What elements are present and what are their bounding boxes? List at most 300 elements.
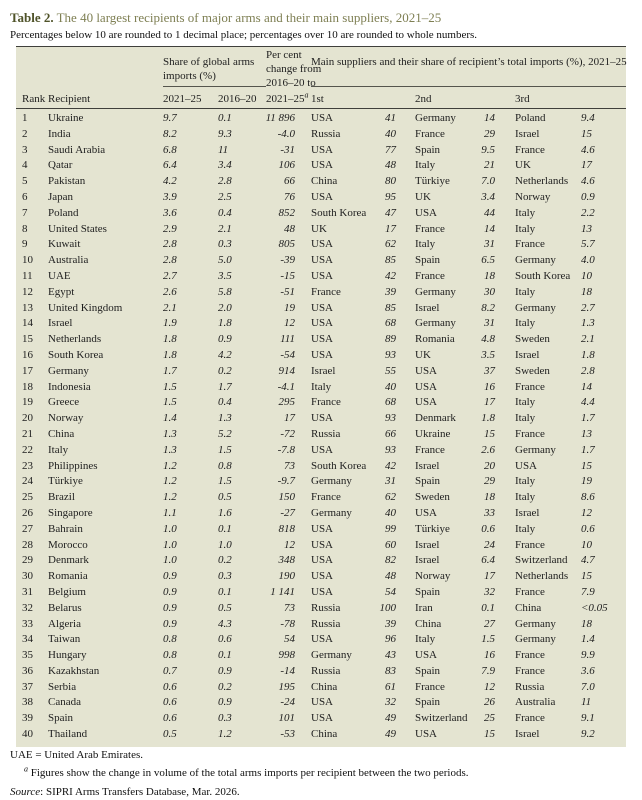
supplier-1st-cell: France bbox=[311, 285, 341, 298]
share-2016-20-cell: 0.5 bbox=[218, 601, 232, 614]
rank-cell: 22 bbox=[22, 443, 33, 456]
recipient-cell: Poland bbox=[48, 206, 79, 219]
rank-cell: 25 bbox=[22, 491, 33, 504]
share-2016-20-cell: 1.0 bbox=[218, 538, 232, 551]
rank-cell: 40 bbox=[22, 728, 33, 741]
supplier-1st-share-cell: 62 bbox=[385, 491, 396, 504]
recipient-cell: Algeria bbox=[48, 617, 81, 630]
share-2021-25-cell: 0.6 bbox=[163, 696, 177, 709]
header-supplier-3rd: 3rd bbox=[515, 93, 530, 105]
supplier-2nd-share-cell: 30 bbox=[484, 285, 495, 298]
supplier-1st-share-cell: 95 bbox=[385, 190, 396, 203]
share-2016-20-cell: 0.1 bbox=[218, 649, 232, 662]
supplier-3rd-cell: Germany bbox=[515, 633, 556, 646]
supplier-1st-share-cell: 62 bbox=[385, 238, 396, 251]
table-row bbox=[16, 190, 626, 206]
supplier-1st-share-cell: 77 bbox=[385, 143, 396, 156]
share-2021-25-cell: 3.9 bbox=[163, 190, 177, 203]
table-row bbox=[16, 364, 626, 380]
supplier-1st-cell: France bbox=[311, 396, 341, 409]
table-footnote: $^a$ Figures show the change in volume of the total arms imports per recipient between the two periods. bbox=[24, 764, 469, 779]
share-2021-25-cell: 1.8 bbox=[163, 348, 177, 361]
table-row bbox=[16, 585, 626, 601]
supplier-1st-share-cell: 43 bbox=[385, 649, 396, 662]
percent-change-cell: 19 bbox=[284, 301, 295, 314]
share-2016-20-cell: 11 bbox=[218, 143, 229, 156]
rank-cell: 15 bbox=[22, 333, 33, 346]
share-2021-25-cell: 2.9 bbox=[163, 222, 177, 235]
table-row bbox=[16, 538, 626, 554]
percent-change-cell: 73 bbox=[284, 459, 295, 472]
share-2021-25-cell: 1.3 bbox=[163, 443, 177, 456]
supplier-2nd-cell: Denmark bbox=[415, 412, 456, 425]
supplier-1st-cell: USA bbox=[311, 301, 334, 314]
percent-change-cell: -9.7 bbox=[277, 475, 295, 488]
header-rank: Rank bbox=[22, 93, 46, 105]
supplier-3rd-cell: Netherlands bbox=[515, 175, 569, 188]
percent-change-cell: -15 bbox=[280, 269, 295, 282]
rank-cell: 20 bbox=[22, 412, 33, 425]
table-title-label: Table 2. bbox=[10, 10, 54, 25]
supplier-3rd-share-cell: 15 bbox=[581, 127, 592, 140]
percent-change-cell: 101 bbox=[278, 712, 295, 725]
supplier-1st-share-cell: 55 bbox=[385, 364, 396, 377]
recipient-cell: Spain bbox=[48, 712, 74, 725]
share-2021-25-cell: 1.4 bbox=[163, 412, 177, 425]
supplier-2nd-cell: Türkiye bbox=[415, 522, 450, 535]
supplier-2nd-share-cell: 8.2 bbox=[481, 301, 495, 314]
table-row bbox=[16, 427, 626, 443]
recipient-cell: Brazil bbox=[48, 491, 75, 504]
supplier-3rd-cell: Israel bbox=[515, 348, 540, 361]
supplier-1st-share-cell: 48 bbox=[385, 570, 396, 583]
share-2021-25-cell: 0.9 bbox=[163, 601, 177, 614]
supplier-3rd-share-cell: 10 bbox=[581, 538, 592, 551]
supplier-2nd-share-cell: 9.5 bbox=[481, 143, 495, 156]
rank-cell: 38 bbox=[22, 696, 33, 709]
data-table bbox=[16, 46, 626, 747]
supplier-1st-share-cell: 80 bbox=[385, 175, 396, 188]
supplier-1st-cell: Germany bbox=[311, 506, 352, 519]
share-2016-20-cell: 2.1 bbox=[218, 222, 232, 235]
percent-change-cell: 66 bbox=[284, 175, 295, 188]
table-row bbox=[16, 332, 626, 348]
percent-change-cell: 852 bbox=[278, 206, 295, 219]
table-row bbox=[16, 253, 626, 269]
share-2016-20-cell: 0.8 bbox=[218, 459, 232, 472]
supplier-2nd-share-cell: 6.5 bbox=[481, 254, 495, 267]
supplier-3rd-share-cell: 9.4 bbox=[581, 112, 595, 124]
share-2016-20-cell: 1.5 bbox=[218, 443, 232, 456]
supplier-1st-cell: Israel bbox=[311, 364, 336, 377]
supplier-2nd-share-cell: 18 bbox=[484, 491, 495, 504]
rank-cell: 3 bbox=[22, 143, 28, 156]
supplier-1st-share-cell: 93 bbox=[385, 443, 396, 456]
supplier-1st-cell: USA bbox=[311, 317, 334, 330]
supplier-1st-cell: USA bbox=[311, 712, 334, 725]
rank-cell: 31 bbox=[22, 585, 33, 598]
supplier-3rd-share-cell: 10 bbox=[581, 269, 592, 282]
supplier-3rd-cell: USA bbox=[515, 459, 538, 472]
abbreviation-note: UAE = United Arab Emirates. bbox=[10, 749, 143, 761]
supplier-3rd-share-cell: 4.4 bbox=[581, 396, 595, 409]
supplier-1st-share-cell: 49 bbox=[385, 728, 396, 741]
share-2021-25-cell: 6.8 bbox=[163, 143, 177, 156]
supplier-1st-cell: Russia bbox=[311, 427, 341, 440]
share-2021-25-cell: 2.8 bbox=[163, 238, 177, 251]
share-2021-25-cell: 1.0 bbox=[163, 554, 177, 567]
supplier-3rd-share-cell: 0.9 bbox=[581, 190, 595, 203]
supplier-2nd-cell: Spain bbox=[415, 254, 441, 267]
recipient-cell: Netherlands bbox=[48, 333, 102, 346]
percent-change-cell: 106 bbox=[278, 159, 295, 172]
supplier-3rd-cell: France bbox=[515, 712, 545, 725]
supplier-2nd-cell: Norway bbox=[415, 570, 451, 583]
supplier-1st-cell: Russia bbox=[311, 664, 341, 677]
recipient-cell: Denmark bbox=[48, 554, 89, 567]
supplier-2nd-cell: Italy bbox=[415, 159, 436, 172]
table-title-text: The 40 largest recipients of major arms and their main suppliers, 2021–25 bbox=[56, 10, 442, 25]
footnote-marker: a bbox=[304, 90, 309, 100]
supplier-2nd-cell: USA bbox=[415, 380, 438, 393]
supplier-3rd-share-cell: 7.9 bbox=[581, 585, 595, 598]
share-2016-20-cell: 0.2 bbox=[218, 680, 232, 693]
share-2016-20-cell: 0.9 bbox=[218, 696, 232, 709]
percent-change-cell: 190 bbox=[278, 570, 295, 583]
table-row bbox=[16, 443, 626, 459]
rank-cell: 8 bbox=[22, 222, 28, 235]
recipient-cell: United Kingdom bbox=[48, 301, 123, 314]
supplier-1st-cell: USA bbox=[311, 112, 334, 124]
rank-cell: 9 bbox=[22, 238, 28, 251]
supplier-2nd-cell: Germany bbox=[415, 317, 456, 330]
supplier-1st-cell: USA bbox=[311, 254, 334, 267]
rank-cell: 11 bbox=[22, 269, 33, 282]
supplier-3rd-cell: Italy bbox=[515, 491, 536, 504]
table-subtitle: Percentages below 10 are rounded to 1 decimal place; percentages over 10 are rounded to whole numbers. bbox=[10, 29, 478, 41]
share-2016-20-cell: 0.3 bbox=[218, 238, 232, 251]
supplier-2nd-cell: Italy bbox=[415, 633, 436, 646]
percent-change-cell: -51 bbox=[280, 285, 295, 298]
share-2021-25-cell: 0.9 bbox=[163, 570, 177, 583]
supplier-1st-share-cell: 85 bbox=[385, 254, 396, 267]
supplier-3rd-cell: China bbox=[515, 601, 542, 614]
rank-cell: 6 bbox=[22, 190, 28, 203]
supplier-3rd-cell: Sweden bbox=[515, 364, 550, 377]
supplier-1st-share-cell: 66 bbox=[385, 427, 396, 440]
share-2016-20-cell: 3.5 bbox=[218, 269, 232, 282]
supplier-2nd-cell: Spain bbox=[415, 696, 441, 709]
table-row bbox=[16, 301, 626, 317]
supplier-3rd-cell: South Korea bbox=[515, 269, 571, 282]
supplier-2nd-share-cell: 31 bbox=[484, 317, 495, 330]
share-2021-25-cell: 4.2 bbox=[163, 175, 177, 188]
supplier-1st-cell: France bbox=[311, 491, 341, 504]
table-body bbox=[16, 109, 626, 747]
share-2016-20-cell: 0.9 bbox=[218, 333, 232, 346]
supplier-2nd-share-cell: 26 bbox=[484, 696, 495, 709]
percent-change-cell: 195 bbox=[278, 680, 295, 693]
supplier-3rd-cell: Italy bbox=[515, 522, 536, 535]
recipient-cell: Belgium bbox=[48, 585, 86, 598]
supplier-3rd-cell: France bbox=[515, 427, 545, 440]
supplier-3rd-cell: Germany bbox=[515, 443, 556, 456]
supplier-3rd-share-cell: 17 bbox=[581, 159, 592, 172]
header-share-2016-20: 2016–20 bbox=[218, 93, 257, 105]
percent-change-cell: 998 bbox=[278, 649, 295, 662]
recipient-cell: Canada bbox=[48, 696, 81, 709]
supplier-2nd-share-cell: 6.4 bbox=[481, 554, 495, 567]
supplier-2nd-share-cell: 24 bbox=[484, 538, 495, 551]
supplier-2nd-cell: Türkiye bbox=[415, 175, 450, 188]
share-2021-25-cell: 2.1 bbox=[163, 301, 177, 314]
supplier-1st-share-cell: 54 bbox=[385, 585, 396, 598]
rank-cell: 21 bbox=[22, 427, 33, 440]
recipient-cell: Romania bbox=[48, 570, 88, 583]
share-2016-20-cell: 0.1 bbox=[218, 522, 232, 535]
supplier-3rd-cell: Sweden bbox=[515, 333, 550, 346]
share-2021-25-cell: 1.3 bbox=[163, 427, 177, 440]
supplier-1st-share-cell: 17 bbox=[385, 222, 396, 235]
supplier-1st-share-cell: 83 bbox=[385, 664, 396, 677]
supplier-3rd-cell: France bbox=[515, 585, 545, 598]
rank-cell: 18 bbox=[22, 380, 33, 393]
supplier-1st-cell: USA bbox=[311, 269, 334, 282]
percent-change-cell: 295 bbox=[278, 396, 295, 409]
share-2016-20-cell: 0.1 bbox=[218, 585, 232, 598]
rank-cell: 30 bbox=[22, 570, 33, 583]
percent-change-cell: 17 bbox=[284, 412, 295, 425]
share-2021-25-cell: 1.0 bbox=[163, 538, 177, 551]
table-row bbox=[16, 285, 626, 301]
supplier-2nd-share-cell: 15 bbox=[484, 728, 495, 741]
table-row bbox=[16, 727, 626, 743]
supplier-3rd-share-cell: 2.8 bbox=[581, 364, 595, 377]
supplier-1st-cell: China bbox=[311, 680, 338, 693]
supplier-2nd-share-cell: 7.0 bbox=[481, 175, 495, 188]
supplier-3rd-share-cell: 2.7 bbox=[581, 301, 595, 314]
recipient-cell: Thailand bbox=[48, 728, 88, 741]
supplier-2nd-cell: Ukraine bbox=[415, 427, 451, 440]
header-share-group-rule bbox=[163, 86, 266, 87]
supplier-3rd-cell: Italy bbox=[515, 222, 536, 235]
supplier-2nd-share-cell: 7.9 bbox=[481, 664, 495, 677]
recipient-cell: China bbox=[48, 427, 75, 440]
table-row bbox=[16, 316, 626, 332]
supplier-1st-share-cell: 40 bbox=[385, 380, 396, 393]
recipient-cell: Greece bbox=[48, 396, 80, 409]
share-2016-20-cell: 0.4 bbox=[218, 396, 232, 409]
share-2016-20-cell: 0.2 bbox=[218, 554, 232, 567]
share-2021-25-cell: 1.5 bbox=[163, 396, 177, 409]
recipient-cell: Bahrain bbox=[48, 522, 83, 535]
percent-change-cell: 150 bbox=[278, 491, 295, 504]
supplier-3rd-cell: Netherlands bbox=[515, 570, 569, 583]
supplier-2nd-cell: Spain bbox=[415, 475, 441, 488]
supplier-2nd-cell: Sweden bbox=[415, 491, 450, 504]
supplier-1st-cell: USA bbox=[311, 633, 334, 646]
rank-cell: 35 bbox=[22, 649, 33, 662]
table-row bbox=[16, 664, 626, 680]
table-row bbox=[16, 459, 626, 475]
supplier-1st-share-cell: 99 bbox=[385, 522, 396, 535]
supplier-2nd-cell: USA bbox=[415, 396, 438, 409]
supplier-3rd-cell: France bbox=[515, 143, 545, 156]
share-2016-20-cell: 1.8 bbox=[218, 317, 232, 330]
supplier-3rd-share-cell: 9.1 bbox=[581, 712, 595, 725]
supplier-1st-share-cell: 39 bbox=[385, 285, 396, 298]
supplier-3rd-share-cell: 15 bbox=[581, 570, 592, 583]
supplier-3rd-share-cell: 2.2 bbox=[581, 206, 595, 219]
percent-change-cell: 1 141 bbox=[270, 585, 295, 598]
recipient-cell: Australia bbox=[48, 254, 89, 267]
recipient-cell: Taiwan bbox=[48, 633, 81, 646]
supplier-2nd-cell: UK bbox=[415, 348, 431, 361]
share-2016-20-cell: 1.2 bbox=[218, 728, 232, 741]
supplier-1st-share-cell: 31 bbox=[385, 475, 396, 488]
table-row bbox=[16, 569, 626, 585]
supplier-1st-cell: USA bbox=[311, 696, 334, 709]
supplier-3rd-share-cell: <0.05 bbox=[581, 601, 608, 614]
supplier-2nd-cell: Germany bbox=[415, 285, 456, 298]
supplier-1st-cell: South Korea bbox=[311, 459, 367, 472]
supplier-1st-share-cell: 48 bbox=[385, 159, 396, 172]
share-2021-25-cell: 1.2 bbox=[163, 459, 177, 472]
table-row bbox=[16, 395, 626, 411]
supplier-3rd-share-cell: 4.6 bbox=[581, 143, 595, 156]
share-2021-25-cell: 0.8 bbox=[163, 649, 177, 662]
supplier-2nd-cell: UK bbox=[415, 190, 431, 203]
supplier-3rd-share-cell: 15 bbox=[581, 459, 592, 472]
table-row bbox=[16, 632, 626, 648]
recipient-cell: Italy bbox=[48, 443, 69, 456]
supplier-2nd-share-cell: 4.8 bbox=[481, 333, 495, 346]
supplier-2nd-share-cell: 27 bbox=[484, 617, 495, 630]
table-row bbox=[16, 522, 626, 538]
supplier-2nd-share-cell: 1.8 bbox=[481, 412, 495, 425]
supplier-3rd-share-cell: 19 bbox=[581, 475, 592, 488]
supplier-1st-cell: Italy bbox=[311, 380, 332, 393]
supplier-1st-cell: Germany bbox=[311, 649, 352, 662]
recipient-cell: Hungary bbox=[48, 649, 87, 662]
supplier-1st-share-cell: 61 bbox=[385, 680, 396, 693]
supplier-2nd-share-cell: 18 bbox=[484, 269, 495, 282]
percent-change-cell: -4.1 bbox=[277, 380, 295, 393]
supplier-3rd-cell: Norway bbox=[515, 190, 551, 203]
supplier-3rd-cell: UK bbox=[515, 159, 531, 172]
supplier-1st-share-cell: 47 bbox=[385, 206, 396, 219]
recipient-cell: Norway bbox=[48, 412, 84, 425]
supplier-1st-cell: USA bbox=[311, 443, 334, 456]
supplier-1st-share-cell: 40 bbox=[385, 127, 396, 140]
supplier-3rd-share-cell: 14 bbox=[581, 380, 592, 393]
share-2016-20-cell: 3.4 bbox=[218, 159, 232, 172]
share-2021-25-cell: 0.5 bbox=[163, 728, 177, 741]
share-2021-25-cell: 1.8 bbox=[163, 333, 177, 346]
header-recipient: Recipient bbox=[48, 93, 91, 105]
supplier-1st-share-cell: 100 bbox=[379, 601, 396, 614]
rank-cell: 10 bbox=[22, 254, 33, 267]
recipient-cell: Kazakhstan bbox=[48, 664, 100, 677]
supplier-3rd-share-cell: 2.1 bbox=[581, 333, 595, 346]
share-2016-20-cell: 5.2 bbox=[218, 427, 232, 440]
rank-cell: 36 bbox=[22, 664, 33, 677]
table-row bbox=[16, 127, 626, 143]
share-2016-20-cell: 2.0 bbox=[218, 301, 232, 314]
share-2016-20-cell: 1.5 bbox=[218, 475, 232, 488]
supplier-1st-cell: USA bbox=[311, 538, 334, 551]
supplier-1st-share-cell: 89 bbox=[385, 333, 396, 346]
supplier-3rd-cell: Australia bbox=[515, 696, 556, 709]
rank-cell: 27 bbox=[22, 522, 33, 535]
recipient-cell: Ukraine bbox=[48, 112, 84, 124]
header-suppliers-group-rule bbox=[311, 86, 626, 87]
supplier-1st-cell: China bbox=[311, 728, 338, 741]
supplier-3rd-share-cell: 1.8 bbox=[581, 348, 595, 361]
supplier-3rd-cell: Italy bbox=[515, 412, 536, 425]
supplier-3rd-cell: Germany bbox=[515, 254, 556, 267]
recipient-cell: Egypt bbox=[48, 285, 75, 298]
supplier-1st-cell: USA bbox=[311, 143, 334, 156]
rank-cell: 14 bbox=[22, 317, 33, 330]
recipient-cell: Indonesia bbox=[48, 380, 91, 393]
percent-change-cell: -78 bbox=[280, 617, 295, 630]
share-2021-25-cell: 1.9 bbox=[163, 317, 177, 330]
supplier-1st-share-cell: 96 bbox=[385, 633, 396, 646]
share-2021-25-cell: 1.7 bbox=[163, 364, 177, 377]
rank-cell: 34 bbox=[22, 633, 33, 646]
recipient-cell: Morocco bbox=[48, 538, 88, 551]
share-2016-20-cell: 1.7 bbox=[218, 380, 232, 393]
percent-change-cell: -14 bbox=[280, 664, 295, 677]
share-2021-25-cell: 0.8 bbox=[163, 633, 177, 646]
supplier-2nd-cell: USA bbox=[415, 728, 438, 741]
supplier-1st-cell: USA bbox=[311, 333, 334, 346]
rank-cell: 1 bbox=[22, 112, 28, 124]
supplier-2nd-cell: Spain bbox=[415, 664, 441, 677]
table-row bbox=[16, 474, 626, 490]
supplier-1st-cell: USA bbox=[311, 238, 334, 251]
supplier-3rd-share-cell: 5.7 bbox=[581, 238, 595, 251]
share-2016-20-cell: 0.9 bbox=[218, 664, 232, 677]
supplier-1st-share-cell: 60 bbox=[385, 538, 396, 551]
percent-change-cell: 48 bbox=[284, 222, 295, 235]
recipient-cell: Saudi Arabia bbox=[48, 143, 106, 156]
supplier-3rd-cell: Russia bbox=[515, 680, 545, 693]
supplier-2nd-cell: USA bbox=[415, 506, 438, 519]
supplier-3rd-share-cell: 8.6 bbox=[581, 491, 595, 504]
supplier-3rd-share-cell: 1.3 bbox=[581, 317, 595, 330]
header-change-sub: 2021–25$^a$ bbox=[266, 90, 309, 105]
share-2021-25-cell: 1.1 bbox=[163, 506, 177, 519]
table-row bbox=[16, 143, 626, 159]
table-row bbox=[16, 269, 626, 285]
supplier-1st-share-cell: 93 bbox=[385, 412, 396, 425]
percent-change-cell: 914 bbox=[278, 364, 295, 377]
rank-cell: 28 bbox=[22, 538, 33, 551]
supplier-3rd-cell: Poland bbox=[515, 112, 546, 124]
table-row bbox=[16, 348, 626, 364]
supplier-2nd-cell: USA bbox=[415, 649, 438, 662]
supplier-3rd-share-cell: 13 bbox=[581, 222, 592, 235]
percent-change-cell: -72 bbox=[280, 427, 295, 440]
recipient-cell: South Korea bbox=[48, 348, 104, 361]
supplier-2nd-share-cell: 14 bbox=[484, 112, 495, 124]
supplier-1st-cell: USA bbox=[311, 585, 334, 598]
supplier-2nd-share-cell: 16 bbox=[484, 649, 495, 662]
share-2021-25-cell: 0.6 bbox=[163, 680, 177, 693]
supplier-2nd-share-cell: 14 bbox=[484, 222, 495, 235]
